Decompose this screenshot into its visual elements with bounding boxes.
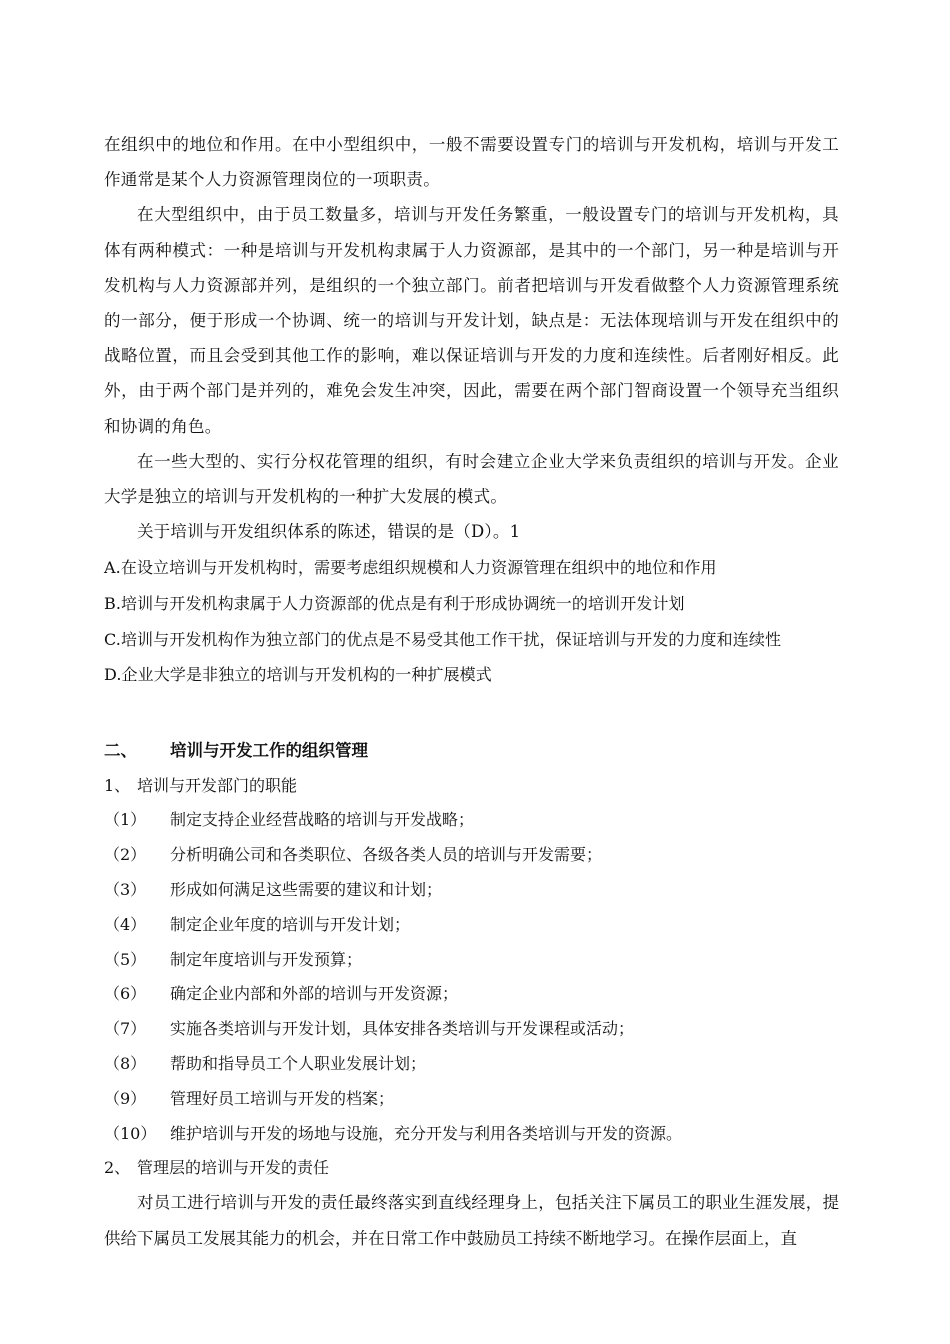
subsection-2-heading — [104, 1151, 839, 1185]
list-item-text: 形成如何满足这些需要的建议和计划； — [170, 880, 443, 900]
list-item-number: （6） — [104, 984, 147, 1004]
list-item-text: 确定企业内部和外部的培训与开发资源； — [170, 984, 459, 1004]
section-number: 二、 — [104, 741, 137, 761]
intro-paragraph-3: 在一些大型的、实行分权花管理的组织，有时会建立企业大学来负责组织的培训与开发。企业大学是独立的培训与开发机构的一种扩大发展的模式。 — [104, 451, 839, 507]
question-option-a: A.在设立培训与开发机构时，需要考虑组织规模和人力资源管理在组织中的地位和作用 — [104, 558, 717, 578]
question-option-c: C.培训与开发机构作为独立部门的优点是不易受其他工作干扰，保证培训与开发的力度和连续性 — [104, 630, 782, 650]
list-item — [104, 873, 839, 908]
list-item — [104, 908, 839, 943]
list-item-number: （8） — [104, 1054, 147, 1074]
list-item-number: （10） — [104, 1123, 157, 1143]
list-item-text: 制定支持企业经营战略的培训与开发战略； — [170, 810, 475, 830]
list-item — [104, 1012, 839, 1047]
list-item-text: 分析明确公司和各类职位、各级各类人员的培训与开发需要； — [170, 845, 603, 865]
question-stem: 关于培训与开发组织体系的陈述，错误的是（D）。1 — [137, 522, 521, 542]
list-item — [104, 1082, 839, 1117]
intro-paragraph-1: 在组织中的地位和作用。在中小型组织中，一般不需要设置专门的培训与开发机构，培训与开发工作通常是某个人力资源管理岗位的一项职责。 — [104, 135, 839, 190]
list-item — [104, 1047, 839, 1082]
subsection-1-title: 培训与开发部门的职能 — [137, 776, 298, 796]
list-item-number: （3） — [104, 880, 147, 900]
list-item-number: （9） — [104, 1088, 147, 1108]
functions-list — [104, 803, 839, 1151]
list-item — [104, 803, 839, 838]
list-item-text: 维护培训与开发的场地与设施，充分开发与利用各类培训与开发的资源。 — [170, 1123, 683, 1143]
subsection-1-heading — [104, 769, 839, 803]
closing-paragraph: 对员工进行培训与开发的责任最终落实到直线经理身上，包括关注下属员工的职业生涯发展，提供给下属员工发展其能力的机会，并在日常工作中鼓励员工持续不断地学习。在操作层面上，直 — [104, 1193, 839, 1248]
intro-paragraph-2: 在大型组织中，由于员工数量多，培训与开发任务繁重，一般设置专门的培训与开发机构，具体有两种模式：一种是培训与开发机构隶属于人力资源部，是其中的一个部门，另一种是培训与开发机构与人力资源部并列，是组织的一个独立部门。前者把培训与开发看做整个人力资源管理系统的一部分，便于形成一个协调、统一的培训与开发计划，缺点是：无法体现培训与开发在组织中的战略位置，而且会受到其他工作的影响，难以保证培训与开发的力度和连续性。后者刚好相反。此外，由于两个部门是并列的，难免会发生冲突，因此，需要在两个部门智商设置一个领导充当组织和协调的角色。 — [104, 205, 839, 436]
subsection-2-title: 管理层的培训与开发的责任 — [137, 1158, 330, 1178]
list-item — [104, 977, 839, 1012]
list-item-text: 实施各类培训与开发计划，具体安排各类培训与开发课程或活动； — [170, 1019, 635, 1039]
list-item-number: （2） — [104, 845, 147, 865]
list-item-text: 制定企业年度的培训与开发计划； — [170, 914, 411, 934]
list-item-number: （5） — [104, 949, 147, 969]
subsection-2-number: 2、 — [104, 1158, 131, 1178]
list-item-text: 管理好员工培训与开发的档案； — [170, 1088, 395, 1108]
question-option-d: D.企业大学是非独立的培训与开发机构的一种扩展模式 — [104, 665, 492, 685]
section-title: 培训与开发工作的组织管理 — [170, 741, 368, 761]
list-item — [104, 943, 839, 978]
list-item-text: 帮助和指导员工个人职业发展计划； — [170, 1054, 427, 1074]
section-heading — [104, 733, 839, 769]
list-item-text: 制定年度培训与开发预算； — [170, 949, 363, 969]
list-item — [104, 1117, 839, 1152]
list-item-number: （1） — [104, 810, 147, 830]
list-item-number: （7） — [104, 1019, 147, 1039]
question-option-b: B.培训与开发机构隶属于人力资源部的优点是有利于形成协调统一的培训开发计划 — [104, 594, 685, 614]
document-page — [104, 127, 839, 1256]
subsection-1-number: 1、 — [104, 776, 131, 796]
list-item — [104, 838, 839, 873]
list-item-number: （4） — [104, 914, 147, 934]
